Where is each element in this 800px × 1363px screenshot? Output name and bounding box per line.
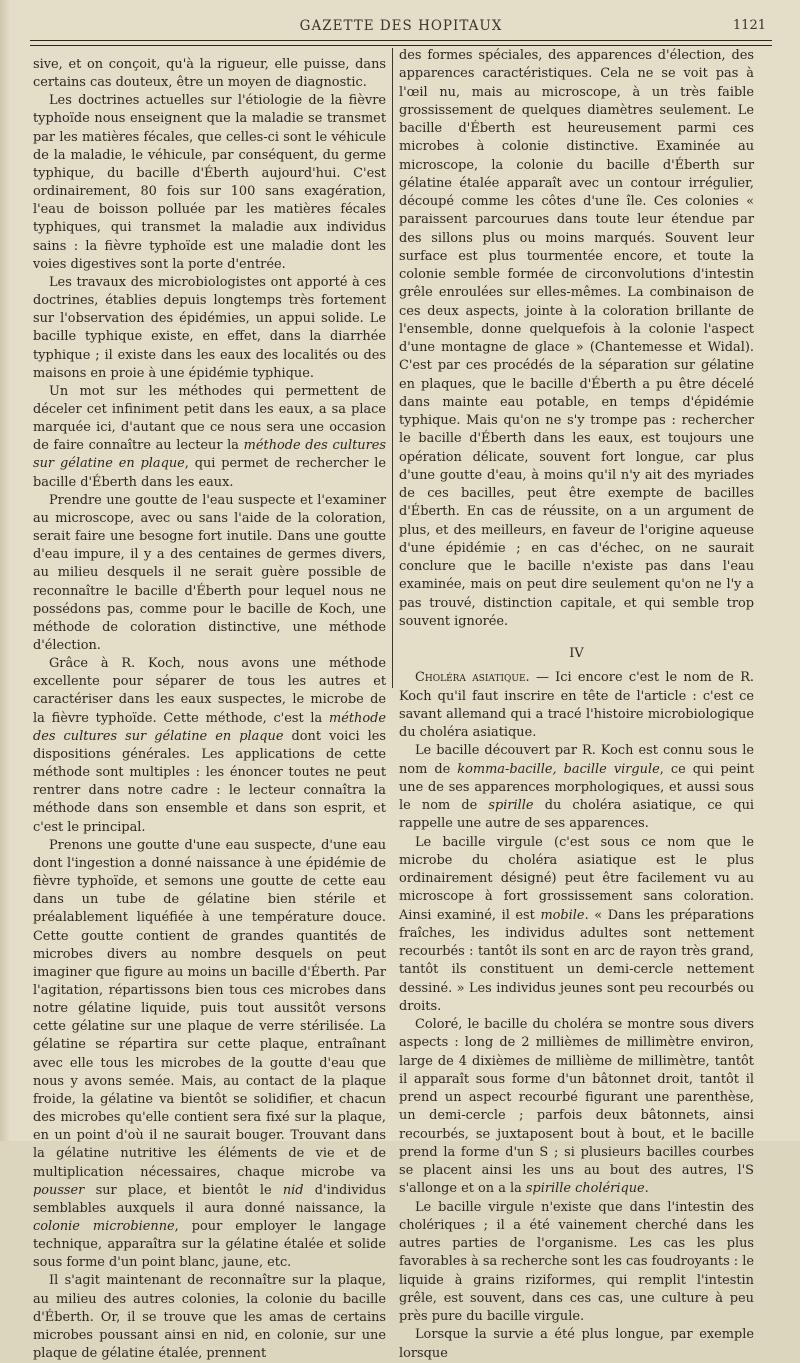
paragraph: Il s'agit maintenant de reconnaître sur la plaque, au milieu des autres colonies, la colonie du bacille d'Éberth. Or, il se trouve que les amas de certains microbes poussant ainsi en nid, en colonie, sur une plaque de gélatine étalée, prennent — [33, 1273, 386, 1362]
journal-title: GAZETTE DES HOPITAUX — [299, 18, 503, 34]
paragraph: Prenons une goutte d'une eau suspecte, d'une eau dont l'ingestion a donné naissance à une épidémie de fièvre typhoïde, et semons une goutte de cette eau dans un tube de gélatine bien stérile et préalablement liquéfiée à une température douce. Cette goutte contient de grandes quantités de microbes divers au nombre desquels on peut imaginer que figure au moins un bacille d'Éberth. Par l'agitation, répartissons bien tous ces microbes dans notre gélatine liquide, puis tout aussitôt versons cette gélatine sur une plaque de verre stérilisée. La gélatine se répartira sur cette plaque, entraînant avec elle tous les microbes de la goutte d'eau que nous y avons semée. Mais, au contact de la plaque froide, la gélatine va bientôt se solidifier, et chacun des microbes qu'elle contient sera fixé sur la plaque, en un point d'où il ne saurait bouger. Trouvant dans la gélatine nutritive les éléments de vie et de multiplication nécessaires, chaque microbe va pousser sur place, et bientôt le nid d'individus semblables auxquels il aura donné naissance, la colonie microbienne, pour employer le langage technique, apparaîtra sur la gélatine étalée et solide sous forme d'un point blanc, jaune, etc. — [33, 837, 386, 1271]
emphasis: komma-bacille, bacille virgule — [457, 761, 660, 777]
paragraph: sive, et on conçoit, qu'à la rigueur, elle puisse, dans certains cas douteux, être un moyen de diagnostic. — [33, 57, 386, 91]
header-rule-thick — [30, 40, 772, 41]
paragraph: Les doctrines actuelles sur l'étiologie de la fièvre typhoïde nous enseignent que la maladie se transmet par les matières fécales, que celles-ci sont le véhicule de la maladie, le véhicule, par conséquent, du germe typhique, du bacille d'Éberth aujourd'hui. C'est ordinairement, 80 fois sur 100 sans exagération, l'eau de boisson polluée par les matières fécales typhiques, qui transmet la maladie aux individus sains : la fièvre typhoïde est une maladie dont les voies digestives sont la porte d'entrée. — [33, 93, 386, 272]
page-edge-shadow — [0, 0, 10, 1141]
left-column — [33, 56, 386, 1363]
paragraph: Prendre une goutte de l'eau suspecte et l'examiner au microscope, avec ou sans l'aide de la coloration, serait faire une besogne fort inutile. Dans une goutte d'eau impure, il y a des centaines de germes divers, au milieu desquels il ne serait guère possible de reconnaître le bacille d'Éberth pour lequel nous ne possédons pas, comme pour le bacille de Koch, une méthode de coloration distinctive, une méthode d'élection. — [33, 492, 386, 653]
header-rule-thin — [30, 45, 772, 46]
page-number: 1121 — [732, 18, 766, 33]
emphasis: mobile — [540, 907, 585, 923]
emphasis: colonie microbienne — [33, 1219, 175, 1234]
paragraph: Le bacille découvert par R. Koch est connu sous le nom de komma-bacille, bacille virgule, ce qui peint une de ses apparences morphologiques, et aussi sous le nom de spirille du choléra asiatique, ce qui rappelle une autre de ses apparences. — [399, 743, 755, 832]
paragraph: des formes spéciales, des apparences d'élection, des apparences caractéristiques. Cela ne se voit pas à l'œil nu, mais au microscope, à un très faible grossissement de quelques diamètres seulement. Le bacille d'Éberth est heureusement parmi ces microbes à colonie distinctive. Examinée au microscope, la colonie du bacille d'Éberth sur gélatine étalée apparaît avec un contour irrégulier, découpé comme les côtes d'une île. Ces colonies « paraissent parcourues dans toute leur étendue par des sillons plus ou moins marqués. Souvent leur surface est plus tourmentée encore, et toute la colonie semble formée de circonvolutions d'intestin grêle enroulées sur elles-mêmes. La combinaison de ces deux aspects, jointe à la coloration brillante de l'ensemble, donne quelquefois à la colonie l'aspect d'une montagne de glace » (Chantemesse et Widal). C'est par ces procédés de la séparation sur gélatine en plaques, que le bacille d'Éberth a pu être décelé dans mainte eau potable, en temps d'épidémie typhique. Mais qu'on ne s'y trompe pas : rechercher le bacille d'Éberth dans les eaux, est toujours une opération délicate, souvent fort longue, car plus d'une goutte d'eau, à moins qu'il n'y ait des myriades de ces bacilles, peut être exempte de bacilles d'Éberth. En cas de réussite, on a un argument de plus, et des meilleurs, en faveur de l'origine aqueuse d'une épidémie ; en cas d'échec, on ne saurait conclure que le bacille n'existe pas dans l'eau examinée, mais on peut dire seulement qu'on ne l'y a pas trouvé, distinction capitale, et qui semble trop souvent ignorée. — [399, 48, 754, 629]
paragraph: Le bacille virgule (c'est sous ce nom que le microbe du choléra asiatique est le plus ordinairement désigné) peut être facilement vu au microscope à fort grossissement sans coloration. Ainsi examiné, il est mobile. « Dans les préparations fraîches, les individus adultes sont nettement recourbés : tantôt ils sont en arc de rayon très grand, tantôt ils constituent un demi-cercle nettement dessiné. » Les individus jeunes sont peu recourbés ou droits. — [399, 834, 754, 1014]
emphasis: spirille cholérique — [525, 1181, 645, 1197]
paragraph: Un mot sur les méthodes qui permettent de déceler cet infiniment petit dans les eaux, a sa place marquée ici, d'autant que ce nous sera une occasion de faire connaître au lecteur la méthode des cultures sur gélatine en plaque, qui permet de rechercher le bacille d'Éberth dans les eaux. — [33, 383, 387, 490]
emphasis: pousser — [33, 1182, 85, 1198]
emphasis: méthode des cultures sur gélatine en plaque — [33, 438, 386, 472]
paragraph: Choléra asiatique. — Ici encore c'est le nom de R. Koch qu'il faut inscrire en tête de l'article : c'est ce savant allemand qui a tracé l'histoire microbiologique du choléra asiatique. — [399, 670, 754, 740]
emphasis: spirille — [488, 798, 534, 813]
page-header — [30, 14, 772, 42]
paragraph: Le bacille virgule n'existe que dans l'intestin des cholériques ; il a été vainement cherché dans les autres parties de l'organisme. Les cas les plus favorables à sa recherche sont les cas foudroyants : le liquide à grains riziformes, qui remplit l'intestin grêle, est souvent, dans ces cas, une culture à peu près pure du bacille virgule. — [399, 1199, 754, 1324]
right-column — [399, 47, 754, 1363]
paragraph: Grâce à R. Koch, nous avons une méthode excellente pour séparer de tous les autres et caractériser dans les eaux suspectes, le microbe de la fièvre typhoïde. Cette méthode, c'est la méthode des cultures sur gélatine en plaque dont voici les dispositions générales. Les applications de cette méthode sont multiples : les énoncer toutes ne peut rentrer dans notre cadre : le lecteur connaîtra la méthode dans son ensemble et dans son esprit, et c'est le principal. — [33, 656, 386, 835]
emphasis: méthode des cultures sur gélatine en plaque — [33, 710, 386, 744]
paragraph: Coloré, le bacille du choléra se montre sous divers aspects : long de 2 millièmes de millimètre environ, large de 4 dixièmes de millième de millimètre, tantôt il apparaît sous forme d'un bâtonnet droit, tantôt il prend un aspect recourbé figurant une parenthèse, un demi-cercle ; parfois deux bâtonnets, ainsi recourbés, se juxtaposent bout à bout, et le bacille prend la forme d'un S ; si plusieurs bacilles courbes se placent ainsi les uns au bout des autres, l'S s'allonge et on a la spirille cholérique. — [399, 1017, 754, 1197]
paragraph: Lorsque la survie a été plus longue, par exemple lorsque — [399, 1327, 754, 1361]
emphasis: nid — [282, 1182, 304, 1198]
section-subject: Choléra asiatique. — [415, 670, 530, 686]
section-heading: IV — [569, 646, 584, 661]
column-divider — [392, 48, 393, 688]
paragraph: Les travaux des microbiologistes ont apporté à ces doctrines, établies depuis longtemps très fortement sur l'observation des épidémies, un appui solide. Le bacille typhique existe, en effet, dans la diarrhée typhique ; il existe dans les eaux des localités ou des maisons en proie à une épidémie typhique. — [33, 274, 386, 381]
